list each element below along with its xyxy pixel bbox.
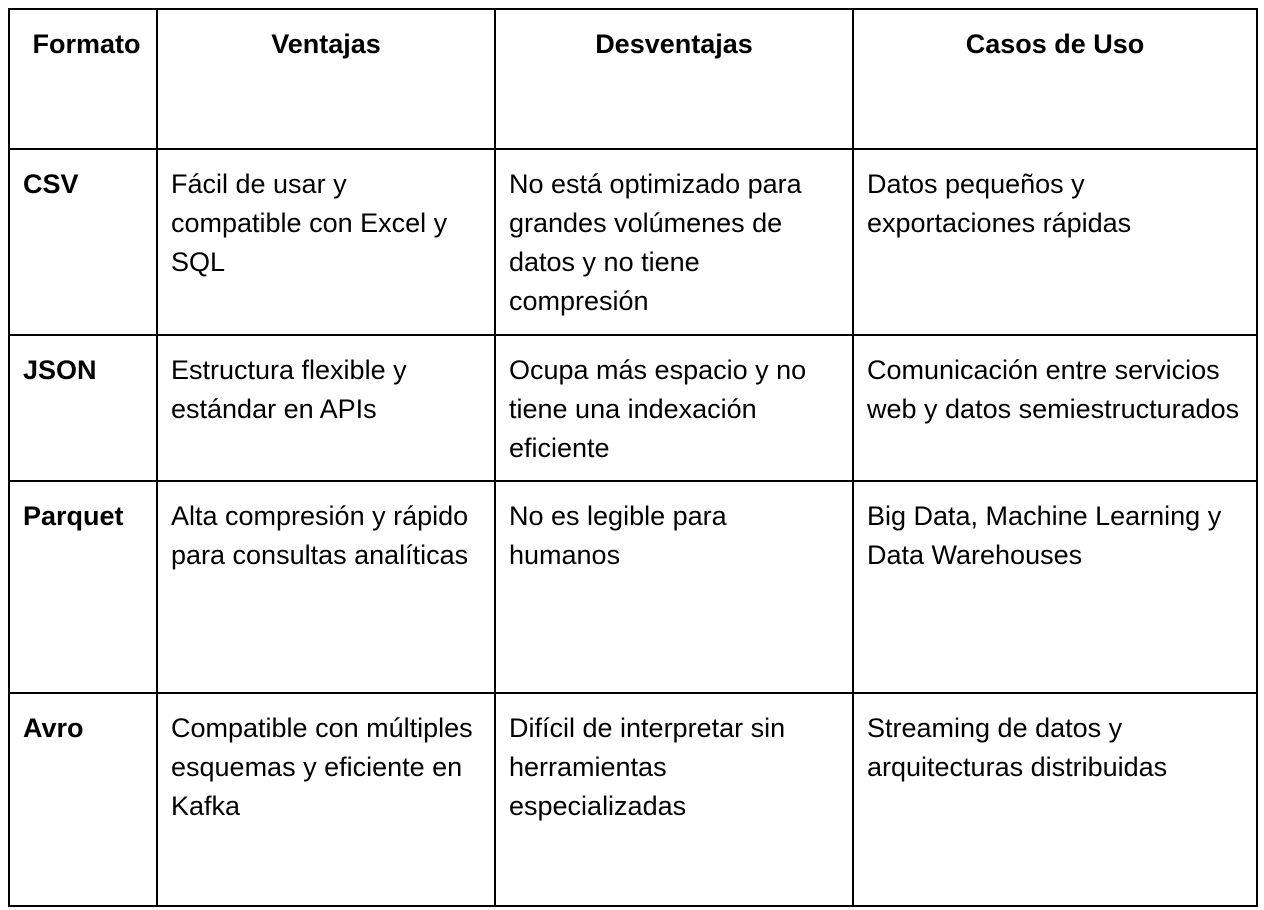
header-formato: Formato	[9, 9, 157, 149]
disadvantages-cell: Difícil de interpretar sin herramientas especializadas	[495, 693, 853, 906]
format-cell: JSON	[9, 335, 157, 481]
use-cases-cell: Comunicación entre servicios web y datos semiestructurados	[853, 335, 1257, 481]
formats-comparison-table	[8, 8, 1258, 907]
table-row	[9, 149, 1257, 335]
use-cases-cell: Streaming de datos y arquitecturas distribuidas	[853, 693, 1257, 906]
advantages-cell: Fácil de usar y compatible con Excel y SQL	[157, 149, 495, 335]
disadvantages-cell: No es legible para humanos	[495, 481, 853, 693]
advantages-cell: Alta compresión y rápido para consultas analíticas	[157, 481, 495, 693]
format-cell: Avro	[9, 693, 157, 906]
advantages-cell: Estructura flexible y estándar en APIs	[157, 335, 495, 481]
format-cell: Parquet	[9, 481, 157, 693]
header-desventajas: Desventajas	[495, 9, 853, 149]
header-casos-de-uso: Casos de Uso	[853, 9, 1257, 149]
table-row	[9, 335, 1257, 481]
table-row	[9, 693, 1257, 906]
disadvantages-cell: No está optimizado para grandes volúmenes de datos y no tiene compresión	[495, 149, 853, 335]
header-ventajas: Ventajas	[157, 9, 495, 149]
use-cases-cell: Datos pequeños y exportaciones rápidas	[853, 149, 1257, 335]
format-cell: CSV	[9, 149, 157, 335]
disadvantages-cell: Ocupa más espacio y no tiene una indexación eficiente	[495, 335, 853, 481]
use-cases-cell: Big Data, Machine Learning y Data Warehouses	[853, 481, 1257, 693]
table-row	[9, 481, 1257, 693]
advantages-cell: Compatible con múltiples esquemas y eficiente en Kafka	[157, 693, 495, 906]
table-header-row	[9, 9, 1257, 149]
